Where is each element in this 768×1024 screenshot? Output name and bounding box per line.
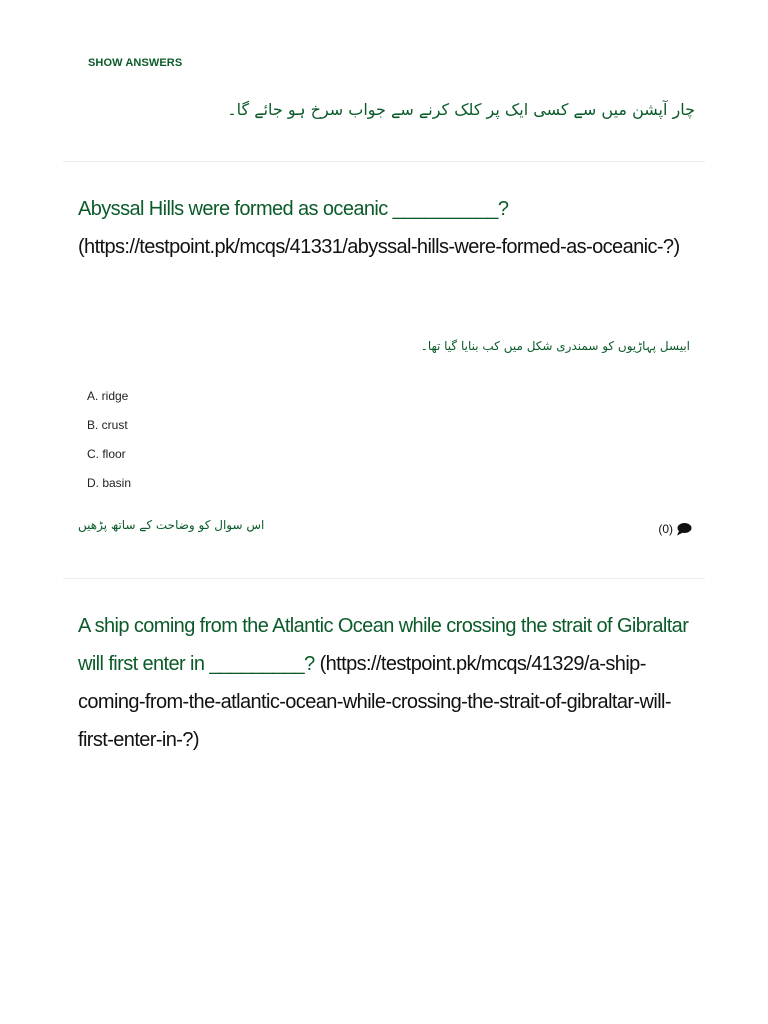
comments-button[interactable] <box>658 522 692 536</box>
question-text[interactable]: A ship coming from the Atlantic Ocean while crossing the strait of Gibraltar will first enter in _________? <box>78 615 689 675</box>
question-url[interactable]: (https://testpoint.pk/mcqs/41331/abyssal-hills-were-formed-as-oceanic-?) <box>78 236 680 258</box>
option-b[interactable]: B. crust <box>87 418 128 432</box>
divider <box>63 161 705 162</box>
option-d[interactable]: D. basin <box>87 476 132 490</box>
question-url[interactable]: (https://testpoint.pk/mcqs/41329/a-ship-coming-from-the-atlantic-ocean-while-crossing-the-strait-of-gibraltar-will-first-enter-in-?) <box>78 653 671 751</box>
read-with-explanation-link[interactable]: اس سوال کو وضاحت کے ساتھ پڑھیں <box>78 518 265 532</box>
options-list <box>87 389 131 505</box>
option-a[interactable]: A. ridge <box>87 389 129 403</box>
comment-icon <box>676 522 692 536</box>
question-text[interactable]: Abyssal Hills were formed as oceanic __________? <box>78 198 509 220</box>
option-c[interactable]: C. floor <box>87 447 126 461</box>
question-urdu-translation: ابیسل پہاڑیوں کو سمندری شکل میں کب بنایا گیا تھا۔ <box>420 339 690 353</box>
question-title-1[interactable] <box>78 190 693 266</box>
comment-count: (0) <box>658 522 673 536</box>
divider <box>63 578 705 579</box>
show-answers-button[interactable]: SHOW ANSWERS <box>88 57 183 69</box>
instruction-text: چار آپشن میں سے کسی ایک پر کلک کرنے سے جواب سرخ ہو جائے گا۔ <box>227 100 695 119</box>
question-title-2[interactable] <box>78 607 693 759</box>
